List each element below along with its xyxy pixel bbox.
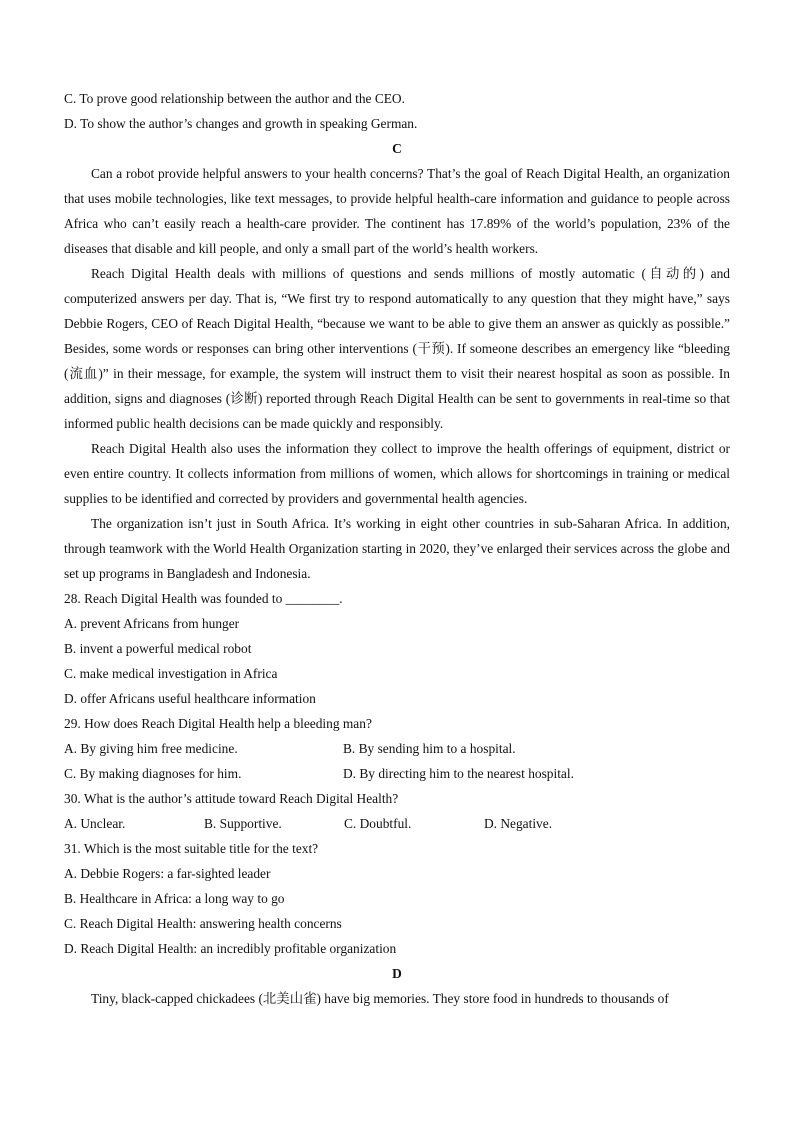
prev-option-d: D. To show the author’s changes and growth in speaking German. <box>64 116 418 131</box>
question-31-stem: 31. Which is the most suitable title for the text? <box>64 841 319 856</box>
question-28-option-b: B. invent a powerful medical robot <box>64 641 252 656</box>
question-29-options-row-1 <box>64 736 730 761</box>
question-29-option-c: C. By making diagnoses for him. <box>64 766 242 781</box>
question-30-option-c: C. Doubtful. <box>344 816 412 831</box>
question-30-stem: 30. What is the author’s attitude toward Reach Digital Health? <box>64 791 399 806</box>
question-28-option-d: D. offer Africans useful healthcare information <box>64 691 316 706</box>
question-30-options <box>64 811 730 836</box>
question-28-stem: 28. Reach Digital Health was founded to ________. <box>64 591 343 606</box>
question-31-option-a: A. Debbie Rogers: a far-sighted leader <box>64 866 271 881</box>
passage-c-paragraph-1: Can a robot provide helpful answers to your health concerns? That’s the goal of Reach Digital Health, an organization that uses mobile technologies, like text messages, to provide helpful health-care information and guidance to people across Africa who can’t easily reach a health-care provider. The continent has 17.89% of the world’s population, 23% of the diseases that disable and kill people, and only a small part of the world’s health workers. <box>64 166 730 256</box>
question-31-option-c: C. Reach Digital Health: answering health concerns <box>64 916 342 931</box>
question-30-option-d: D. Negative. <box>484 816 553 831</box>
question-31-option-d: D. Reach Digital Health: an incredibly profitable organization <box>64 941 397 956</box>
passage-d-first-line: Tiny, black-capped chickadees (北美山雀) have big memories. They store food in hundreds to thousands of <box>91 991 669 1006</box>
question-30-option-a: A. Unclear. <box>64 816 126 831</box>
passage-c-paragraph-3: Reach Digital Health also uses the information they collect to improve the health offerings of equipment, district or even entire country. It collects information from millions of women, which allows for shortcomings in training or medical supplies to be identified and corrected by providers and governmental health agencies. <box>64 441 730 506</box>
section-d-heading: D <box>392 966 402 981</box>
section-c-heading: C <box>392 141 402 156</box>
question-28-option-c: C. make medical investigation in Africa <box>64 666 278 681</box>
question-29-option-d: D. By directing him to the nearest hospital. <box>343 766 574 781</box>
passage-c-paragraph-2: Reach Digital Health deals with millions of questions and sends millions of mostly automatic (自动的) and computerized answers per day. That is, “We first try to respond automatically to any question that they might have,” says Debbie Rogers, CEO of Reach Digital Health, “because we want to be able to give them an answer as quickly as possible.” Besides, some words or responses can bring other interventions (干预). If someone describes an emergency like “bleeding (流血)” in their message, for example, the system will instruct them to visit their nearest hospital as soon as possible. In addition, signs and diagnoses (诊断) reported through Reach Digital Health can be sent to governments in real-time so that informed public health decisions can be made quickly and responsibly. <box>64 266 730 431</box>
question-30-option-b: B. Supportive. <box>204 816 282 831</box>
question-29-option-a: A. By giving him free medicine. <box>64 741 238 756</box>
passage-c-paragraph-4: The organization isn’t just in South Africa. It’s working in eight other countries in sub-Saharan Africa. In addition, through teamwork with the World Health Organization starting in 2020, they’ve enlarged their services across the globe and set up programs in Bangladesh and Indonesia. <box>64 516 730 581</box>
question-31-option-b: B. Healthcare in Africa: a long way to go <box>64 891 285 906</box>
question-29-options-row-2 <box>64 761 730 786</box>
question-29-option-b: B. By sending him to a hospital. <box>343 741 516 756</box>
question-28-option-a: A. prevent Africans from hunger <box>64 616 240 631</box>
exam-page <box>64 86 730 1011</box>
question-29-stem: 29. How does Reach Digital Health help a bleeding man? <box>64 716 372 731</box>
prev-option-c: C. To prove good relationship between the author and the CEO. <box>64 91 405 106</box>
